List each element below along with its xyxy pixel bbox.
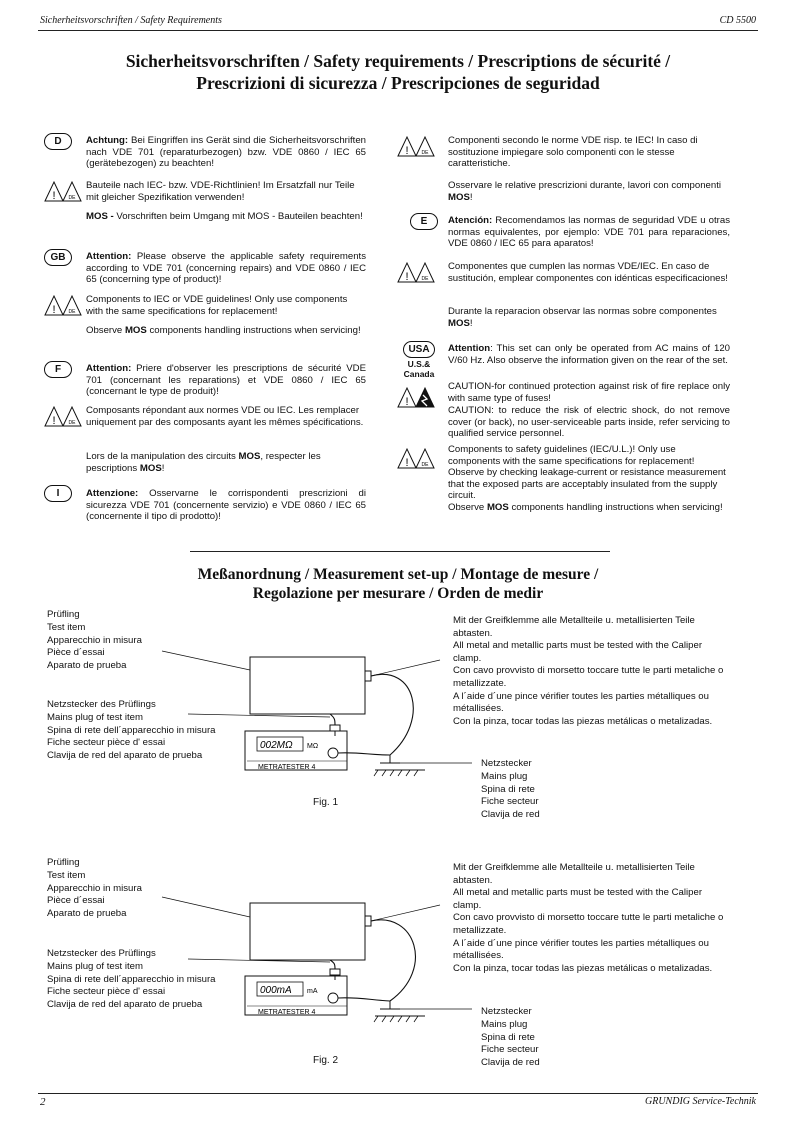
gb-warn: Components to IEC or VDE guidelines! Only use components with the same specifications for replacement! bbox=[86, 294, 348, 317]
f-text: Priere d'observer les prescriptions de sécurité VDE 701 (concernant les reparations) et VDE 0860 / IEC 65 (concernant le type de produit)! bbox=[86, 363, 366, 398]
d-mos-bold: MOS - bbox=[86, 211, 114, 222]
page-title-line2: Prescrizioni di sicurezza / Prescripciones de seguridad bbox=[196, 73, 600, 93]
e-mos-end: ! bbox=[469, 317, 473, 329]
i-attention bbox=[86, 488, 366, 523]
fig2-right-es: Con la pinza, tocar todas las piezas metálicas o metalizadas. bbox=[453, 962, 713, 974]
f-mos-bold: MOS bbox=[238, 451, 261, 462]
header-right: CD 5500 bbox=[719, 15, 756, 26]
i-mos-bold: MOS bbox=[448, 191, 470, 203]
svg-text:DE: DE bbox=[421, 462, 429, 468]
svg-text:!: ! bbox=[52, 415, 56, 427]
usa-caution-shock: CAUTION: to reduce the risk of electric shock, do not remove cover (or back), no user-serviceable parts inside, refer servicing to qualified service personnel. bbox=[448, 405, 730, 440]
fig2-mains-plug-it: Spina di rete dell´apparecchio in misura bbox=[47, 973, 216, 985]
fig1-right-fr: A l´aide d´une pince vérifier toutes les parties métalliques ou métallisées. bbox=[453, 690, 709, 715]
gb-bold: Attention: bbox=[86, 251, 132, 262]
badge-d: D bbox=[44, 133, 72, 150]
e-warn: Componentes que cumplen las normas VDE/IEC. En caso de sustitución, emplear componentes con idénticas especificaciones! bbox=[448, 261, 728, 284]
usa-text: : This set can only be operated from AC mains of 120 V/60 Hz. Also observe the information given on the rear of the set. bbox=[448, 343, 730, 366]
fig1-right-it: Con cavo provvisto di morsetto toccare tutte le parti metaliche o metallizzate. bbox=[453, 665, 724, 689]
svg-text:!: ! bbox=[405, 457, 409, 469]
fig1-right-en: All metal and metallic parts must be tested with the Caliper clamp. bbox=[453, 640, 703, 664]
warning-triangle-icon bbox=[397, 447, 435, 469]
fig2-right-en: All metal and metallic parts must be tested with the Caliper clamp. bbox=[453, 887, 703, 911]
fig2-test-item-it: Apparecchio in misura bbox=[47, 882, 142, 894]
fig1-test-item-es: Aparato de prueba bbox=[47, 660, 127, 672]
fig2-clamp bbox=[365, 916, 371, 926]
f-mos-end: ! bbox=[161, 462, 165, 474]
fig2-mains-plug-fr: Fiche secteur pièce d' essai bbox=[47, 986, 166, 998]
fig2-mains-plug-en: Mains plug of test item bbox=[47, 960, 143, 972]
usa-caution-fire: CAUTION-for continued protection against risk of fire replace only with same type of fuses! bbox=[448, 381, 730, 404]
badge-usa: USA bbox=[403, 341, 435, 358]
fig1-right-text bbox=[453, 615, 731, 728]
fig2-caption: Fig. 2 bbox=[313, 1055, 339, 1066]
fig2-right-text bbox=[453, 862, 731, 975]
fig1-mains-plug bbox=[330, 725, 340, 731]
fig1-netz-en: Mains plug bbox=[481, 770, 528, 782]
fig2-netz-fr: Fiche secteur bbox=[481, 1044, 539, 1056]
svg-text:DE: DE bbox=[421, 276, 429, 282]
e-text: Recomendamos las normas de seguridad VDE u otras normas equivalentes, por ejemplo: VDE 701 para reparaciones, VDE 0860 / IEC 65 para aparatos! bbox=[448, 215, 730, 250]
fig1-mains-plug-en: Mains plug of test item bbox=[47, 711, 143, 723]
fig1-test-item-fr: Pièce d´essai bbox=[47, 647, 105, 659]
page-number: 2 bbox=[40, 1096, 46, 1108]
warning-triangle-icon bbox=[44, 180, 82, 202]
fig1-netz-de: Netzstecker bbox=[481, 758, 532, 769]
warning-triangle-icon bbox=[397, 261, 435, 283]
svg-text:DE: DE bbox=[68, 420, 76, 426]
fig2-right-fr: A l´aide d´une pince vérifier toutes les parties métalliques ou métallisées. bbox=[453, 937, 709, 962]
fig2-test-item-box bbox=[250, 903, 365, 960]
fig2-diagram bbox=[150, 889, 480, 1039]
e-mos-bold: MOS bbox=[448, 317, 470, 329]
fig1-right-de: Mit der Greifklemme alle Metallteile u. metallisierten Teile abtasten. bbox=[453, 615, 695, 639]
d-warn: Bauteile nach IEC- bzw. VDE-Richtlinien! Im Ersatzfall nur Teile mit gleicher Spezifikation verwenden! bbox=[86, 180, 355, 203]
gb-mos-bold: MOS bbox=[124, 325, 147, 336]
warning-triangle-icon bbox=[44, 405, 82, 427]
fig2-mains-plug-de: Netzstecker des Prüflings bbox=[47, 948, 156, 959]
usa-mos-pre: Observe bbox=[448, 502, 487, 513]
fig1-netz-labels bbox=[481, 758, 540, 822]
fig1-test-item-de: Prüfling bbox=[47, 609, 80, 620]
fig2-test-item-de: Prüfling bbox=[47, 857, 80, 868]
svg-text:!: ! bbox=[405, 271, 409, 283]
fig2-display-value: 000mA bbox=[260, 985, 292, 996]
fig1-unit: MΩ bbox=[307, 743, 319, 750]
usa-label: U.S.& bbox=[407, 359, 431, 369]
fig1-caption: Fig. 1 bbox=[313, 797, 339, 808]
fig1-test-item-labels bbox=[47, 609, 142, 673]
svg-text:DE: DE bbox=[421, 150, 429, 156]
e-attention bbox=[448, 215, 730, 250]
d-text: Bei Eingriffen ins Gerät sind die Sicherheitsvorschriften nach VDE 701 (reparaturbezogen) bzw. VDE 0860 / IEC 65 (gerätebezogen) zu beachten! bbox=[86, 135, 366, 170]
triangle-mark: ! bbox=[52, 190, 56, 202]
measurement-title bbox=[0, 565, 796, 603]
gb-mos bbox=[86, 325, 366, 337]
usa-bold: Attention bbox=[448, 343, 491, 354]
section-rule bbox=[190, 551, 610, 552]
badge-f: F bbox=[44, 361, 72, 378]
e-bold: Atención: bbox=[448, 215, 493, 226]
fig1-netz-fr: Fiche secteur bbox=[481, 796, 539, 808]
svg-text:!: ! bbox=[405, 145, 409, 157]
gb-text: Please observe the applicable safety requirements according to VDE 701 (concerning repairs) and VDE 0860 / IEC 65 (concerning type of product)! bbox=[86, 251, 366, 286]
fig2-unit: mA bbox=[307, 988, 318, 995]
e-mos bbox=[448, 306, 730, 329]
d-mos-text: Vorschriften beim Umgang mit MOS - Bauteilen beachten! bbox=[113, 211, 363, 222]
triangle-mark-de: DE bbox=[68, 195, 76, 201]
page-title-line1: Sicherheitsvorschriften / Safety requirements / Prescriptions de sécurité / bbox=[125, 51, 671, 71]
fig1-netz-es: Clavija de red bbox=[481, 809, 540, 821]
warning-triangle-icon bbox=[44, 294, 82, 316]
i-mos-end: ! bbox=[469, 191, 473, 203]
i-text: Osservarne le corrispondenti prescrizioni di sicurezza VDE 701 (concernente servizio) e VDE 0860 / IEC 65 (concernente il tipo di prodotto)! bbox=[86, 488, 366, 523]
fig2-mains-plug-es: Clavija de red del aparato de prueba bbox=[47, 999, 203, 1011]
f-mos-post: , respecter les pescriptions bbox=[86, 451, 321, 474]
badge-e: E bbox=[410, 213, 438, 230]
d-attention bbox=[86, 135, 366, 170]
fig2-netz-es: Clavija de red bbox=[481, 1057, 540, 1069]
usa-canada-label bbox=[398, 359, 440, 379]
measurement-title-line1: Meßanordnung / Measurement set-up / Montage de mesure / bbox=[197, 566, 599, 583]
i-bold: Attenzione: bbox=[86, 488, 139, 499]
fig2-right-de: Mit der Greifklemme alle Metallteile u. metallisierten Teile abtasten. bbox=[453, 862, 695, 886]
f-mos-bold2: MOS bbox=[139, 462, 162, 474]
fig2-netz-de: Netzstecker bbox=[481, 1006, 532, 1017]
header-left: Sicherheitsvorschriften / Safety Requirements bbox=[40, 15, 222, 26]
fig1-netz-it: Spina di rete bbox=[481, 783, 535, 795]
svg-text:DE: DE bbox=[68, 309, 76, 315]
fig2-test-item-es: Aparato de prueba bbox=[47, 908, 127, 920]
fig1-display-value: 002MΩ bbox=[260, 740, 293, 751]
usa-mos-post: components handling instructions when servicing! bbox=[508, 502, 723, 513]
fig2-right-it: Con cavo provvisto di morsetto toccare tutte le parti metaliche o metallizzate. bbox=[453, 912, 724, 936]
fig1-mains-plug-de: Netzstecker des Prüflings bbox=[47, 699, 156, 710]
fig2-netz-en: Mains plug bbox=[481, 1018, 528, 1030]
f-bold: Attention: bbox=[86, 363, 132, 374]
warning-triangle-icon bbox=[397, 135, 435, 157]
measurement-title-line2: Regolazione per mesurare / Orden de medir bbox=[252, 585, 544, 602]
f-mos-pre: Lors de la manipulation des circuits bbox=[86, 451, 239, 462]
shock-warning-icon bbox=[397, 386, 435, 408]
fig2-test-item-en: Test item bbox=[47, 869, 86, 881]
badge-gb: GB bbox=[44, 249, 72, 266]
gb-mos-pre: Observe bbox=[86, 325, 125, 336]
usa-mos bbox=[448, 502, 730, 514]
f-mos bbox=[86, 451, 366, 474]
fig1-diagram bbox=[150, 640, 480, 790]
e-mos-pre: Durante la reparacion observar las normas sobre componentes bbox=[448, 306, 717, 317]
d-bold: Achtung: bbox=[86, 135, 129, 146]
gb-mos-post: components handling instructions when servicing! bbox=[146, 325, 361, 336]
fig1-mains-plug-es: Clavija de red del aparato de prueba bbox=[47, 750, 203, 762]
fig1-clamp bbox=[365, 671, 371, 681]
canada-label: Canada bbox=[403, 369, 435, 379]
fig1-test-item-it: Apparecchio in misura bbox=[47, 634, 142, 646]
usa-mos-bold: MOS bbox=[486, 502, 509, 513]
fig1-mains-plug-fr: Fiche secteur pièce d' essai bbox=[47, 737, 166, 749]
footer-rule bbox=[38, 1093, 758, 1094]
fig2-meter-label: METRATESTER 4 bbox=[258, 1009, 316, 1016]
fig1-test-item-box bbox=[250, 657, 365, 714]
fig2-netz-labels bbox=[481, 1006, 540, 1070]
fig1-right-es: Con la pinza, tocar todas las piezas metálicas o metalizadas. bbox=[453, 715, 713, 727]
svg-text:!: ! bbox=[405, 396, 409, 408]
i-warn: Componenti secondo le norme VDE risp. te IEC! In caso di sostituzione impiegare solo componenti con le stesse caratteristiche. bbox=[448, 135, 698, 170]
i-mos bbox=[448, 180, 730, 203]
i-mos-pre: Osservare le relative prescrizioni durante, lavori con componenti bbox=[448, 180, 722, 191]
fig1-mains-plug-it: Spina di rete dell´apparecchio in misura bbox=[47, 724, 216, 736]
fig2-test-item-fr: Pièce d´essai bbox=[47, 895, 105, 907]
header-rule bbox=[38, 30, 758, 31]
svg-text:!: ! bbox=[52, 304, 56, 316]
usa-leak: Observe by checking leakage-current or resistance measurement that the exposed parts are acceptably insulated from the supply circuit. bbox=[448, 467, 726, 502]
fig2-mains-plug bbox=[330, 969, 340, 975]
usa-attention bbox=[448, 343, 730, 366]
fig1-test-item-en: Test item bbox=[47, 621, 86, 633]
badge-i: I bbox=[44, 485, 72, 502]
f-warn: Composants répondant aux normes VDE ou IEC. Les remplacer uniquement par des composants ayant les mêmes spécifications. bbox=[86, 405, 364, 428]
footer-right: GRUNDIG Service-Technik bbox=[645, 1096, 756, 1107]
f-attention bbox=[86, 363, 366, 398]
d-mos bbox=[86, 211, 366, 223]
fig1-meter-label: METRATESTER 4 bbox=[258, 764, 316, 771]
gb-attention bbox=[86, 251, 366, 286]
fig2-netz-it: Spina di rete bbox=[481, 1031, 535, 1043]
page-title bbox=[0, 50, 796, 94]
fig2-test-item-labels bbox=[47, 857, 142, 921]
usa-warn: Components to safety guidelines (IEC/U.L.)! Only use components with the same specifications for replacement! bbox=[448, 444, 695, 467]
